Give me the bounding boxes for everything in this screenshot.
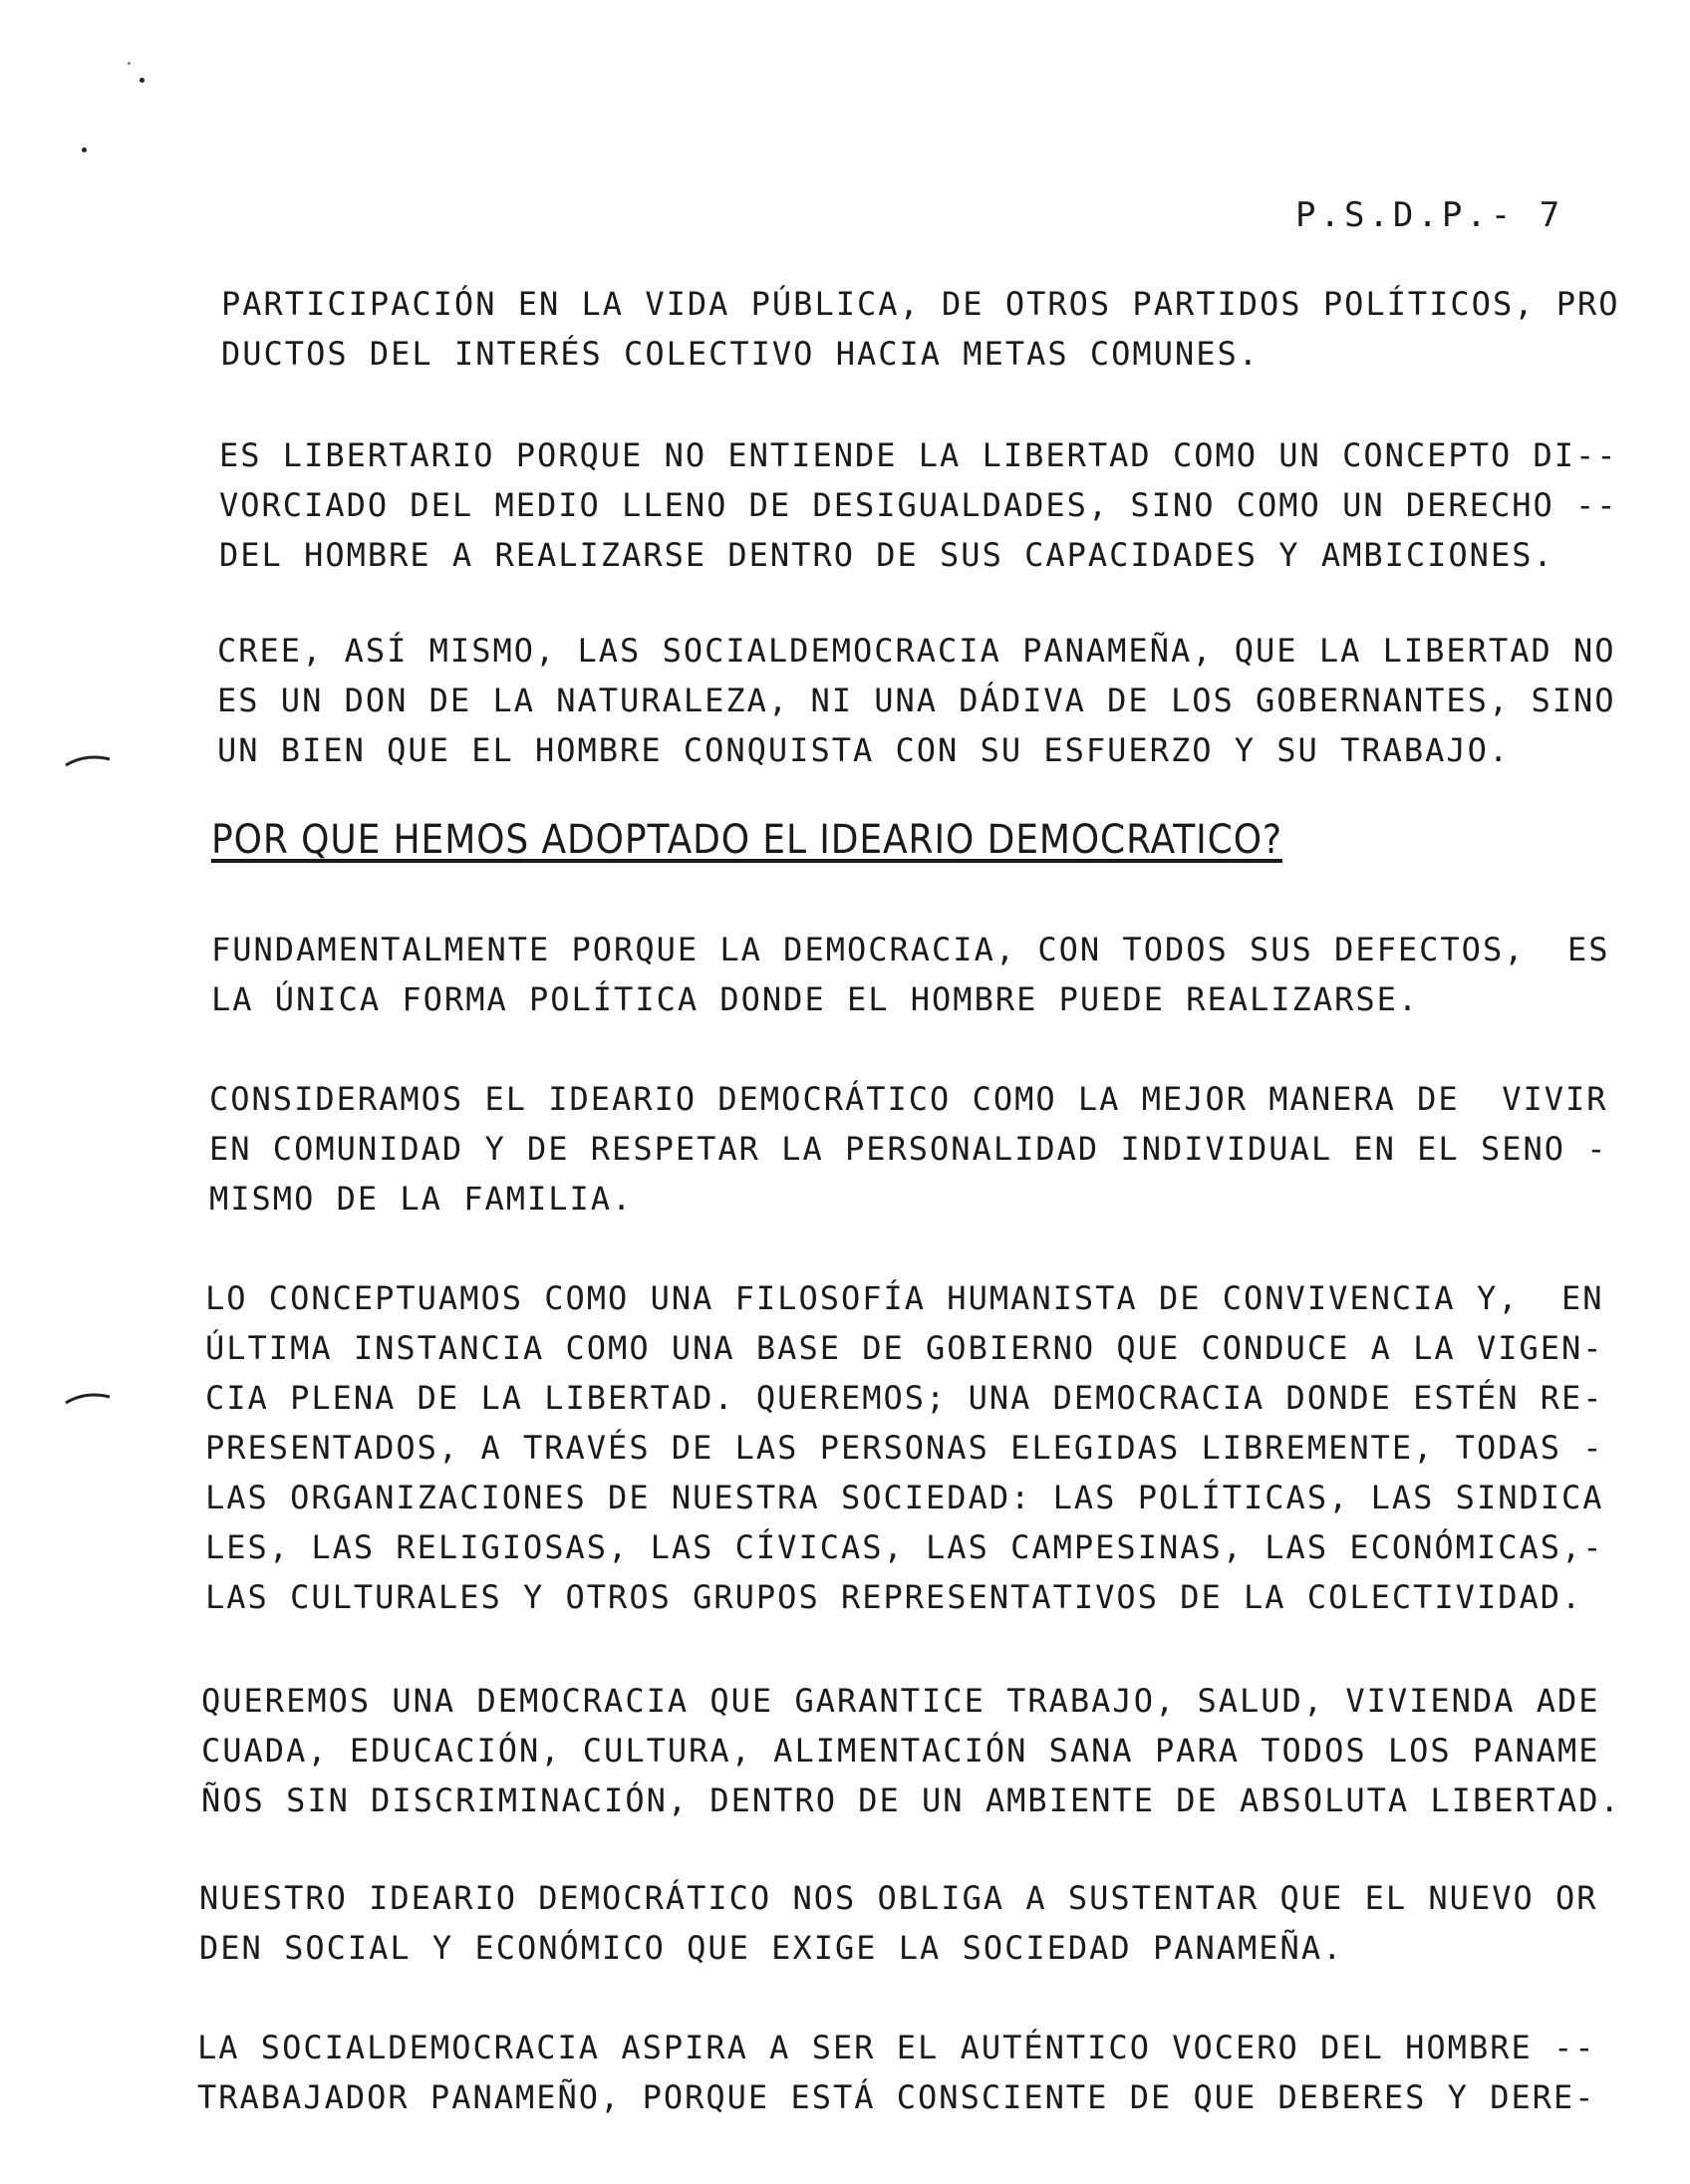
- text-line: LO CONCEPTUAMOS COMO UNA FILOSOFÍA HUMANISTA DE CONVIVENCIA Y, EN: [205, 1279, 1604, 1317]
- text-line: LA ÚNICA FORMA POLÍTICA DONDE EL HOMBRE PUEDE REALIZARSE.: [211, 980, 1420, 1018]
- paragraph: [197, 2023, 1596, 2122]
- text-line: NUESTRO IDEARIO DEMOCRÁTICO NOS OBLIGA A SUSTENTAR QUE EL NUEVO OR: [199, 1879, 1598, 1917]
- paragraph: [217, 626, 1616, 775]
- text-line: ÚLTIMA INSTANCIA COMO UNA BASE DE GOBIERNO QUE CONDUCE A LA VIGEN-: [205, 1329, 1604, 1367]
- text-line: CUADA, EDUCACIÓN, CULTURA, ALIMENTACIÓN SANA PARA TODOS LOS PANAME: [201, 1732, 1600, 1770]
- text-line: LAS ORGANIZACIONES DE NUESTRA SOCIEDAD: LAS POLÍTICAS, LAS SINDICA: [205, 1479, 1604, 1516]
- text-line: PARTICIPACIÓN EN LA VIDA PÚBLICA, DE OTROS PARTIDOS POLÍTICOS, PRO: [221, 285, 1620, 323]
- paragraph: [205, 1273, 1604, 1622]
- text-line: LA SOCIALDEMOCRACIA ASPIRA A SER EL AUTÉNTICO VOCERO DEL HOMBRE --: [197, 2029, 1596, 2066]
- text-line: CIA PLENA DE LA LIBERTAD. QUEREMOS; UNA DEMOCRACIA DONDE ESTÉN RE-: [205, 1379, 1604, 1417]
- text-line: TRABAJADOR PANAMEÑO, PORQUE ESTÁ CONSCIENTE DE QUE DEBERES Y DERE-: [197, 2078, 1596, 2116]
- text-line: ÑOS SIN DISCRIMINACIÓN, DENTRO DE UN AMBIENTE DE ABSOLUTA LIBERTAD.: [201, 1781, 1621, 1819]
- paragraph: [201, 1676, 1621, 1825]
- text-line: UN BIEN QUE EL HOMBRE CONQUISTA CON SU ESFUERZO Y SU TRABAJO.: [217, 731, 1511, 769]
- text-line: CREE, ASÍ MISMO, LAS SOCIALDEMOCRACIA PANAMEÑA, QUE LA LIBERTAD NO: [217, 632, 1616, 670]
- punch-hole-mark: [64, 1387, 114, 1407]
- paragraph: [221, 279, 1620, 379]
- paragraph: [211, 925, 1610, 1024]
- text-line: PRESENTADOS, A TRAVÉS DE LAS PERSONAS ELEGIDAS LIBREMENTE, TODAS -: [205, 1429, 1604, 1467]
- punch-hole-mark: [64, 749, 114, 769]
- paragraph: [219, 430, 1618, 580]
- text-line: MISMO DE LA FAMILIA.: [209, 1180, 634, 1218]
- text-line: FUNDAMENTALMENTE PORQUE LA DEMOCRACIA, CON TODOS SUS DEFECTOS, ES: [211, 931, 1610, 968]
- text-line: DUCTOS DEL INTERÉS COLECTIVO HACIA METAS COMUNES.: [221, 335, 1261, 373]
- text-line: QUEREMOS UNA DEMOCRACIA QUE GARANTICE TRABAJO, SALUD, VIVIENDA ADE: [201, 1682, 1600, 1720]
- text-line: VORCIADO DEL MEDIO LLENO DE DESIGUALDADES, SINO COMO UN DERECHO --: [219, 486, 1618, 524]
- paragraph: [199, 1873, 1598, 1973]
- text-line: ES LIBERTARIO PORQUE NO ENTIENDE LA LIBERTAD COMO UN CONCEPTO DI--: [219, 436, 1618, 474]
- text-line: DEL HOMBRE A REALIZARSE DENTRO DE SUS CAPACIDADES Y AMBICIONES.: [219, 536, 1554, 574]
- paragraph: [209, 1074, 1608, 1224]
- text-line: DEN SOCIAL Y ECONÓMICO QUE EXIGE LA SOCIEDAD PANAMEÑA.: [199, 1929, 1344, 1967]
- text-line: EN COMUNIDAD Y DE RESPETAR LA PERSONALIDAD INDIVIDUAL EN EL SENO -: [209, 1130, 1608, 1168]
- scan-speck: [140, 78, 144, 83]
- page-number: P.S.D.P.- 7: [1295, 195, 1564, 235]
- section-heading: POR QUE HEMOS ADOPTADO EL IDEARIO DEMOCRATICO?: [211, 817, 1282, 863]
- text-line: LAS CULTURALES Y OTROS GRUPOS REPRESENTATIVOS DE LA COLECTIVIDAD.: [205, 1578, 1583, 1616]
- text-line: LES, LAS RELIGIOSAS, LAS CÍVICAS, LAS CAMPESINAS, LAS ECONÓMICAS,-: [205, 1528, 1604, 1566]
- scan-speck: [128, 62, 131, 65]
- scan-speck: [82, 147, 87, 152]
- text-line: CONSIDERAMOS EL IDEARIO DEMOCRÁTICO COMO LA MEJOR MANERA DE VIVIR: [209, 1080, 1608, 1118]
- text-line: ES UN DON DE LA NATURALEZA, NI UNA DÁDIVA DE LOS GOBERNANTES, SINO: [217, 682, 1616, 719]
